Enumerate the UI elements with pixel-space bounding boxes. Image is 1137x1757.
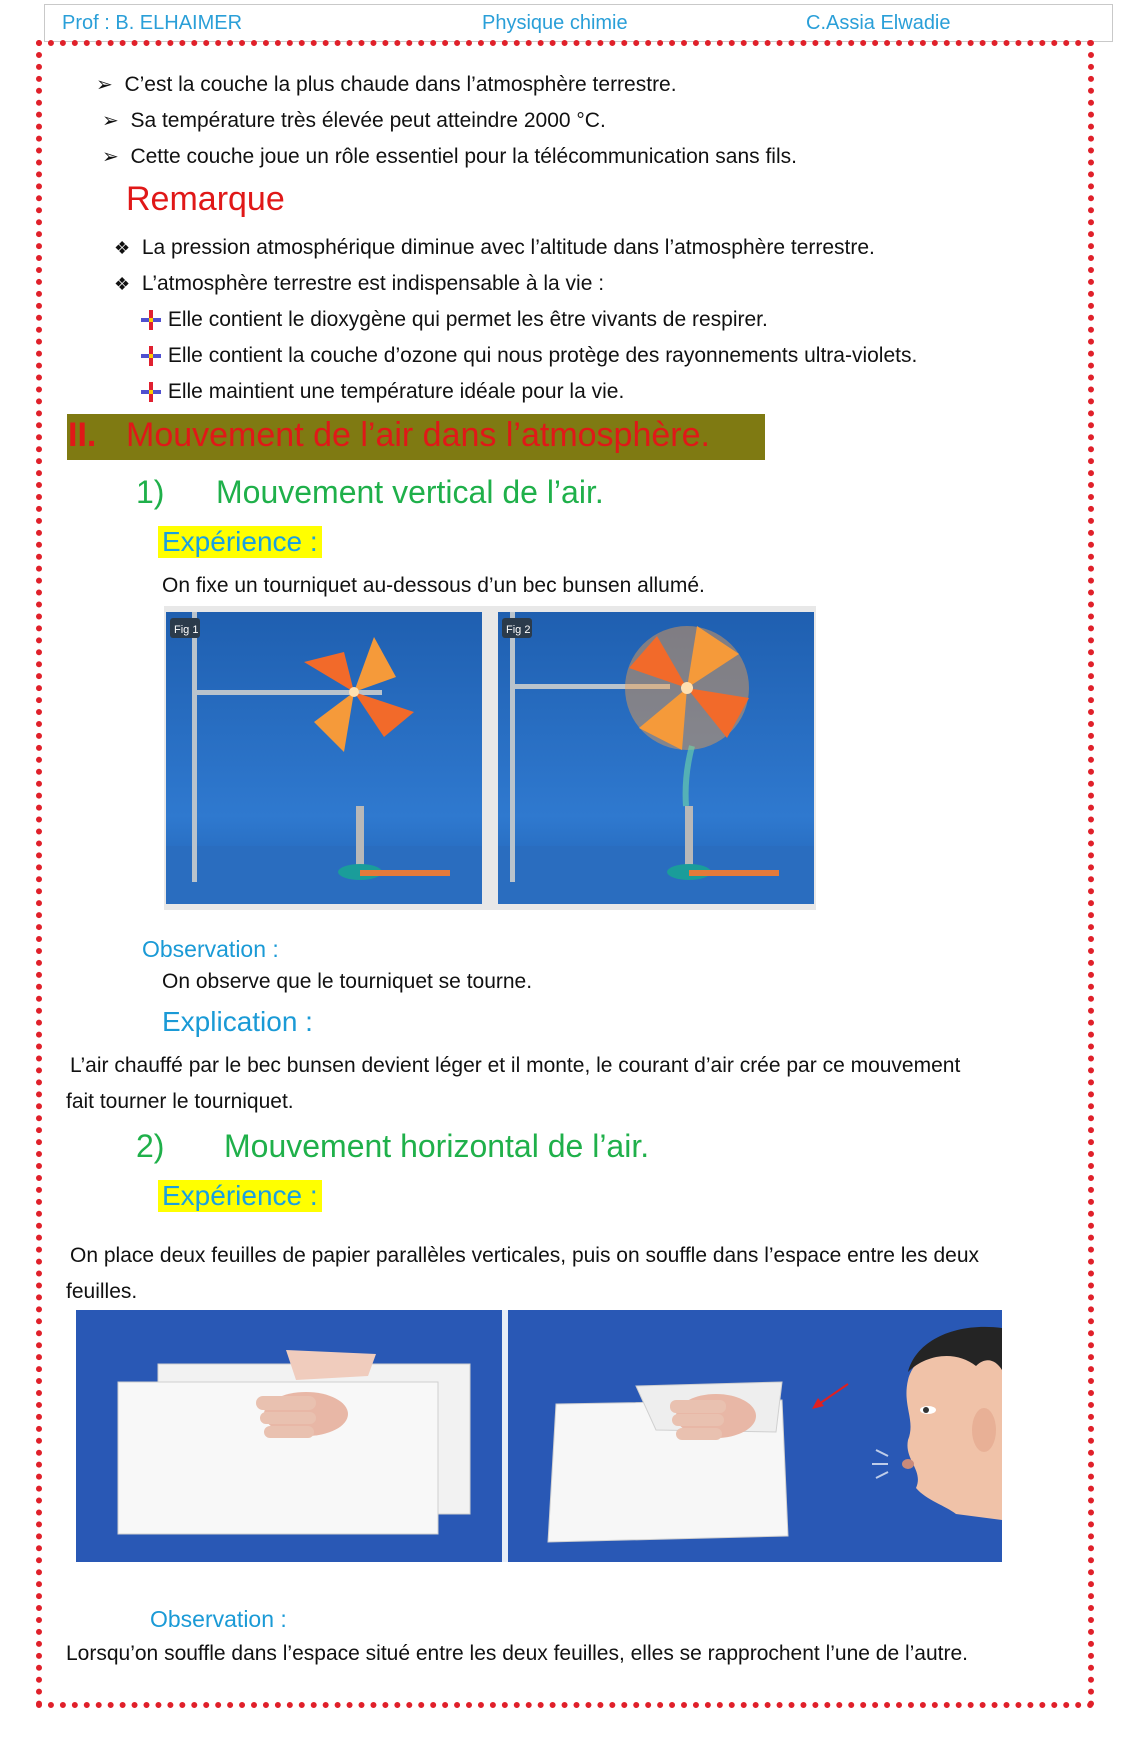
part2-experience-line2: feuilles.: [66, 1280, 138, 1303]
part1-explication-line2: fait tourner le tourniquet.: [66, 1090, 294, 1113]
part1-title: Mouvement vertical de l’air.: [216, 474, 604, 510]
part1-number: 1): [136, 474, 165, 510]
header-subject: Physique chimie: [482, 12, 628, 34]
part2-experience-label: Expérience :: [158, 1180, 322, 1212]
part2-observation-text: Lorsqu’on souffle dans l’espace situé entre les deux feuilles, elles se rapprochent l’une de l’autre.: [66, 1642, 969, 1665]
list-item-text: Cette couche joue un rôle essentiel pour la télécommunication sans fils.: [130, 145, 797, 168]
fig1-label: Fig 1: [174, 624, 199, 636]
pushpin-bullet-icon: [140, 309, 162, 331]
arrow-bullet-icon: ➢: [96, 74, 113, 96]
part1-observation-label: Observation :: [142, 936, 279, 962]
paper-sheets-illustration: [76, 1310, 1002, 1562]
sub-list-item: [140, 308, 768, 332]
list-item: [114, 272, 604, 296]
list-item: [102, 108, 606, 133]
section-number: II.: [68, 416, 97, 454]
remarque-title: Remarque: [126, 180, 285, 218]
pinwheel-experiment-figure: [164, 606, 816, 910]
list-item-text: Elle contient le dioxygène qui permet les être vivants de respirer.: [167, 308, 768, 331]
pushpin-bullet-icon: [140, 381, 162, 403]
part2-experience-line1: On place deux feuilles de papier parallèles verticales, puis on souffle dans l’espace entre les deux: [70, 1244, 979, 1267]
fig2-label: Fig 2: [506, 624, 531, 636]
header-author: Prof : B. ELHAIMER: [62, 12, 243, 34]
sub-list-item: [140, 380, 624, 404]
part1-explication-line1: L’air chauffé par le bec bunsen devient léger et il monte, le courant d’air crée par ce mouvement: [70, 1054, 961, 1077]
sub-list-item: [140, 344, 917, 368]
part2-observation-label: Observation :: [150, 1606, 287, 1632]
pinwheel-illustration: [164, 606, 816, 910]
part2-number: 2): [136, 1128, 165, 1164]
part2-title: Mouvement horizontal de l’air.: [224, 1128, 650, 1164]
pinwheel-fig2-spinning: [625, 626, 749, 750]
pushpin-bullet-icon: [140, 345, 162, 367]
diamond-bullet-icon: ❖: [114, 238, 131, 258]
part1-observation-text: On observe que le tourniquet se tourne.: [162, 970, 533, 993]
part1-experience-label: Expérience :: [158, 526, 322, 558]
list-item-text: Elle maintient une température idéale pour la vie.: [167, 380, 625, 403]
paper-sheets-experiment-figure: [76, 1310, 1002, 1562]
section-title: Mouvement de l’air dans l’atmosphère.: [126, 416, 710, 454]
list-item-text: La pression atmosphérique diminue avec l’altitude dans l’atmosphère terrestre.: [141, 236, 875, 259]
header-credit: C.Assia Elwadie: [806, 12, 951, 34]
part1-experience-text: On fixe un tourniquet au-dessous d’un bec bunsen allumé.: [162, 574, 705, 597]
list-item: [114, 236, 875, 260]
list-item-text: L’atmosphère terrestre est indispensable à la vie :: [141, 272, 605, 295]
list-item-text: C’est la couche la plus chaude dans l’atmosphère terrestre.: [124, 73, 677, 96]
list-item-text: Elle contient la couche d’ozone qui nous protège des rayonnements ultra-violets.: [167, 344, 918, 367]
list-item: [96, 72, 677, 97]
arrow-bullet-icon: ➢: [102, 110, 119, 132]
list-item: [102, 144, 797, 169]
diamond-bullet-icon: ❖: [114, 274, 131, 294]
arrow-bullet-icon: ➢: [102, 146, 119, 168]
list-item-text: Sa température très élevée peut atteindre 2000 °C.: [130, 109, 606, 132]
part1-explication-label: Explication :: [162, 1006, 313, 1037]
